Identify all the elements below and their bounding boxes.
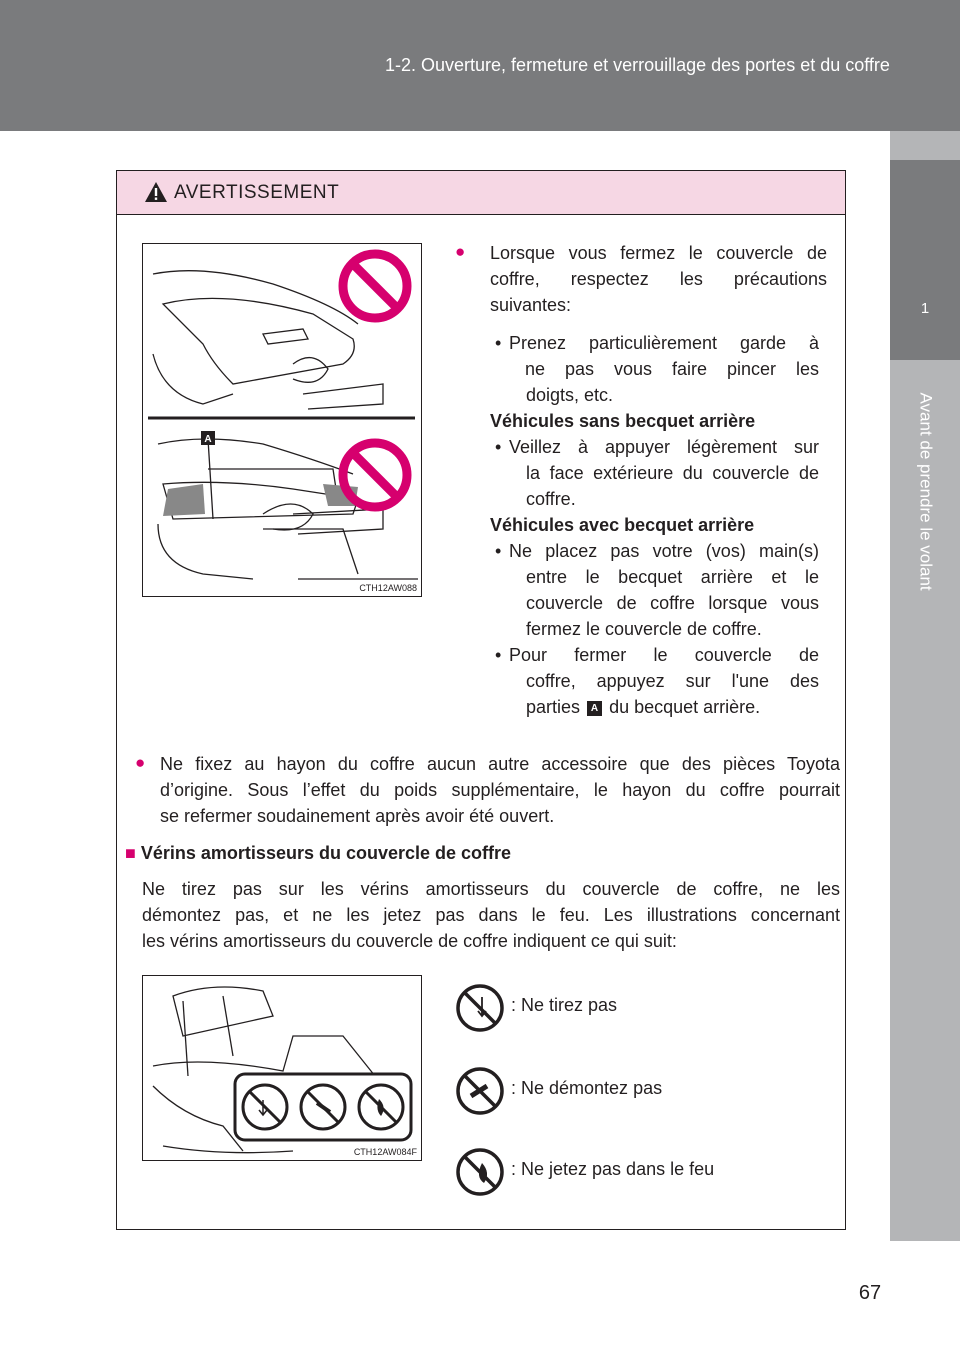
no-disassemble-icon [455, 1066, 505, 1116]
legend-text: : Ne jetez pas dans le feu [511, 1159, 715, 1179]
section-heading: 1-2. Ouverture, fermeture et verrouillage des portes et du coffre [385, 55, 890, 75]
paragraph-line: Ne tirez pas sur les vérins amortisseurs du couvercle de coffre, ne les [142, 879, 840, 899]
legend-text: : Ne tirez pas [511, 995, 618, 1015]
chapter-title: Avant de prendre le volant [916, 392, 936, 591]
warning-triangle-icon [144, 181, 168, 203]
intro-line: coffre, respectez les précautions [490, 269, 827, 289]
warning-title: AVERTISSEMENT [174, 182, 340, 203]
item-line: coffre. [526, 489, 576, 509]
list-bullet: • [495, 437, 502, 457]
item-line: la face extérieure du couvercle de [526, 463, 819, 483]
item-line: coffre, appuyez sur l'une des [526, 671, 819, 691]
intro-line: Lorsque vous fermez le couvercle de [490, 243, 827, 263]
damper-figure [142, 975, 422, 1161]
warning-box [116, 170, 846, 1230]
item-line: couvercle de coffre lorsque vous [526, 593, 819, 613]
item-line: Ne placez pas votre (vos) main(s) [509, 541, 819, 561]
part-a-badge: A [587, 701, 602, 716]
chapter-number-block [890, 160, 960, 360]
legend-text: : Ne démontez pas [511, 1078, 663, 1098]
list-bullet: • [495, 541, 502, 561]
paragraph-line: les vérins amortisseurs du couvercle de coffre indiquent ce qui suit: [142, 931, 677, 951]
subheading: Véhicules avec becquet arrière [490, 515, 755, 535]
bullet-dot: ● [135, 753, 146, 772]
section-title-text: Vérins amortisseurs du couvercle de coffre [140, 843, 512, 863]
bullet-dot: ● [455, 242, 466, 261]
intro-line: suivantes: [490, 295, 572, 315]
trunk-illustration [143, 244, 421, 596]
figure-code: CTH12AW088 [359, 583, 417, 593]
page-number: 67 [858, 1282, 882, 1304]
list-bullet: • [495, 333, 502, 353]
item-line: Prenez particulièrement garde à [509, 333, 819, 353]
item-line-with-badge [526, 694, 760, 720]
item-line: fermez le couvercle de coffre. [526, 619, 762, 639]
subheading: Véhicules sans becquet arrière [490, 411, 756, 431]
warning-header [117, 171, 845, 215]
item-text: du becquet arrière. [609, 697, 761, 717]
paragraph-line: se refermer soudainement après avoir été ouvert. [160, 806, 555, 826]
item-line: Veillez à appuyer légèrement sur [509, 437, 819, 457]
chapter-number: 1 [920, 300, 930, 317]
svg-text:A: A [204, 434, 212, 445]
paragraph-line: d’origine. Sous l’effet du poids supplémentaire, le hayon du coffre pourrait [160, 780, 840, 800]
trunk-closing-figure [142, 243, 422, 597]
square-bullet: ■ [125, 843, 136, 863]
damper-illustration [143, 976, 421, 1160]
paragraph-line: démontez pas, et ne les jetez pas dans le feu. Les illustrations concernant [142, 905, 840, 925]
item-line: ne pas vous faire pincer les [525, 359, 819, 379]
item-text: parties [526, 697, 581, 717]
page-header [0, 0, 960, 131]
no-fire-icon [455, 1147, 505, 1197]
paragraph-line: Ne fixez au hayon du coffre aucun autre accessoire que des pièces Toyota [160, 754, 840, 774]
section-title [125, 840, 511, 866]
list-bullet: • [495, 645, 502, 665]
item-line: doigts, etc. [526, 385, 614, 405]
figure-code: CTH12AW084F [353, 1147, 417, 1157]
no-pull-icon [455, 983, 505, 1033]
item-line: Pour fermer le couvercle de [509, 645, 819, 665]
item-line: entre le becquet arrière et le [526, 567, 819, 587]
